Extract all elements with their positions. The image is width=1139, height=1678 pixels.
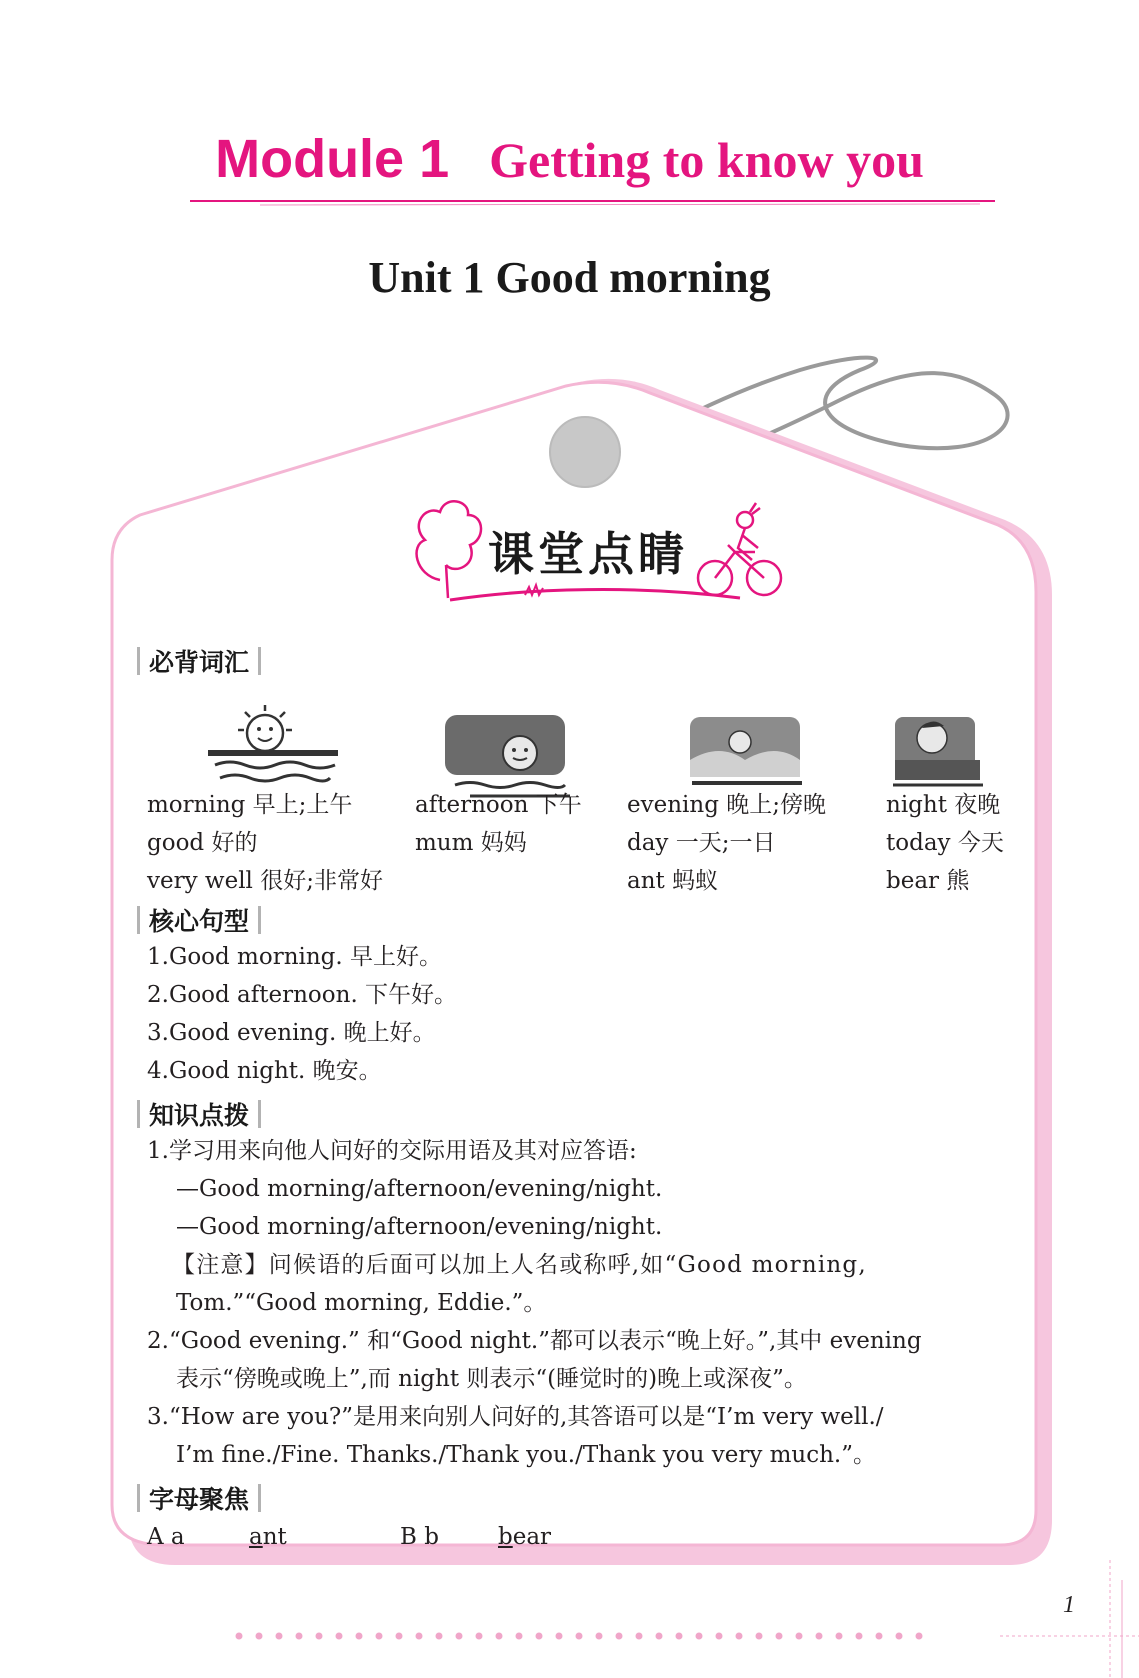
crop-marks: [1000, 1560, 1139, 1678]
section-heading-vocab: 必背词汇: [137, 643, 270, 679]
vocab-word: evening 晚上;傍晚: [627, 792, 826, 818]
page-number: 1: [1063, 1592, 1075, 1618]
sentence-item: 3.Good evening. 晚上好。: [147, 1020, 436, 1046]
knowledge-line: —Good morning/afternoon/evening/night.: [176, 1214, 663, 1240]
letter-pair: A a: [147, 1524, 185, 1550]
sentence-item: 1.Good morning. 早上好。: [147, 944, 443, 970]
knowledge-note: 【注意】问候语的后面可以加上人名或称呼,如“Good morning,: [172, 1252, 867, 1278]
footer-dots: [236, 1633, 923, 1640]
vocab-word: today 今天: [886, 830, 1004, 856]
knowledge-line: 表示“傍晚或晚上”,而 night 则表示“(睡觉时的)晚上或深夜”。: [176, 1366, 807, 1392]
letter-highlight: b: [498, 1524, 513, 1550]
sleeping-child-icon: [893, 717, 983, 785]
knowledge-line: 2.“Good evening.” 和“Good night.”都可以表示“晚上好。”,其中 evening: [147, 1328, 922, 1354]
knowledge-line: Tom.”“Good morning, Eddie.”。: [176, 1290, 547, 1316]
vocab-word: very well 很好;非常好: [147, 868, 383, 894]
knowledge-line: I’m fine./Fine. Thanks./Thank you./Thank you very much.”。: [176, 1442, 877, 1468]
card-hole: [550, 417, 620, 487]
section-heading-knowledge: 知识点拨: [137, 1096, 270, 1132]
banner-title: 课堂点睛: [488, 527, 688, 581]
vocab-word: ant 蚂蚁: [627, 868, 719, 894]
vocab-word: good 好的: [147, 830, 258, 856]
knowledge-line: —Good morning/afternoon/evening/night.: [176, 1176, 663, 1202]
sentence-item: 2.Good afternoon. 下午好。: [147, 982, 458, 1008]
vocab-word: afternoon 下午: [415, 792, 582, 818]
unit-title: Unit 1 Good morning: [368, 253, 771, 302]
letter-pair: B b: [400, 1524, 439, 1550]
vocab-word: morning 早上;上午: [147, 792, 353, 818]
evening-child-icon: [690, 717, 802, 783]
section-heading-sentences: 核心句型: [137, 902, 270, 938]
module-label: Module 1: [215, 129, 450, 189]
letter-highlight: a: [249, 1524, 263, 1550]
module-subtitle: Getting to know you: [489, 132, 924, 188]
knowledge-line: 1.学习用来向他人问好的交际用语及其对应答语:: [147, 1138, 637, 1164]
vocab-word: mum 妈妈: [415, 830, 527, 856]
knowledge-line: 3.“How are you?”是用来向别人问好的,其答语可以是“I’m very well./: [147, 1404, 884, 1430]
letter-example-word: bear: [498, 1524, 552, 1550]
module-title: [0, 128, 1139, 190]
vocab-word: bear 熊: [886, 868, 970, 894]
sentence-item: 4.Good night. 晚安。: [147, 1058, 382, 1084]
vocab-word: day 一天;一日: [627, 830, 776, 856]
letter-example-word: ant: [249, 1524, 287, 1550]
section-heading-letters: 字母聚焦: [137, 1480, 270, 1516]
vocab-word: night 夜晚: [886, 792, 1001, 818]
